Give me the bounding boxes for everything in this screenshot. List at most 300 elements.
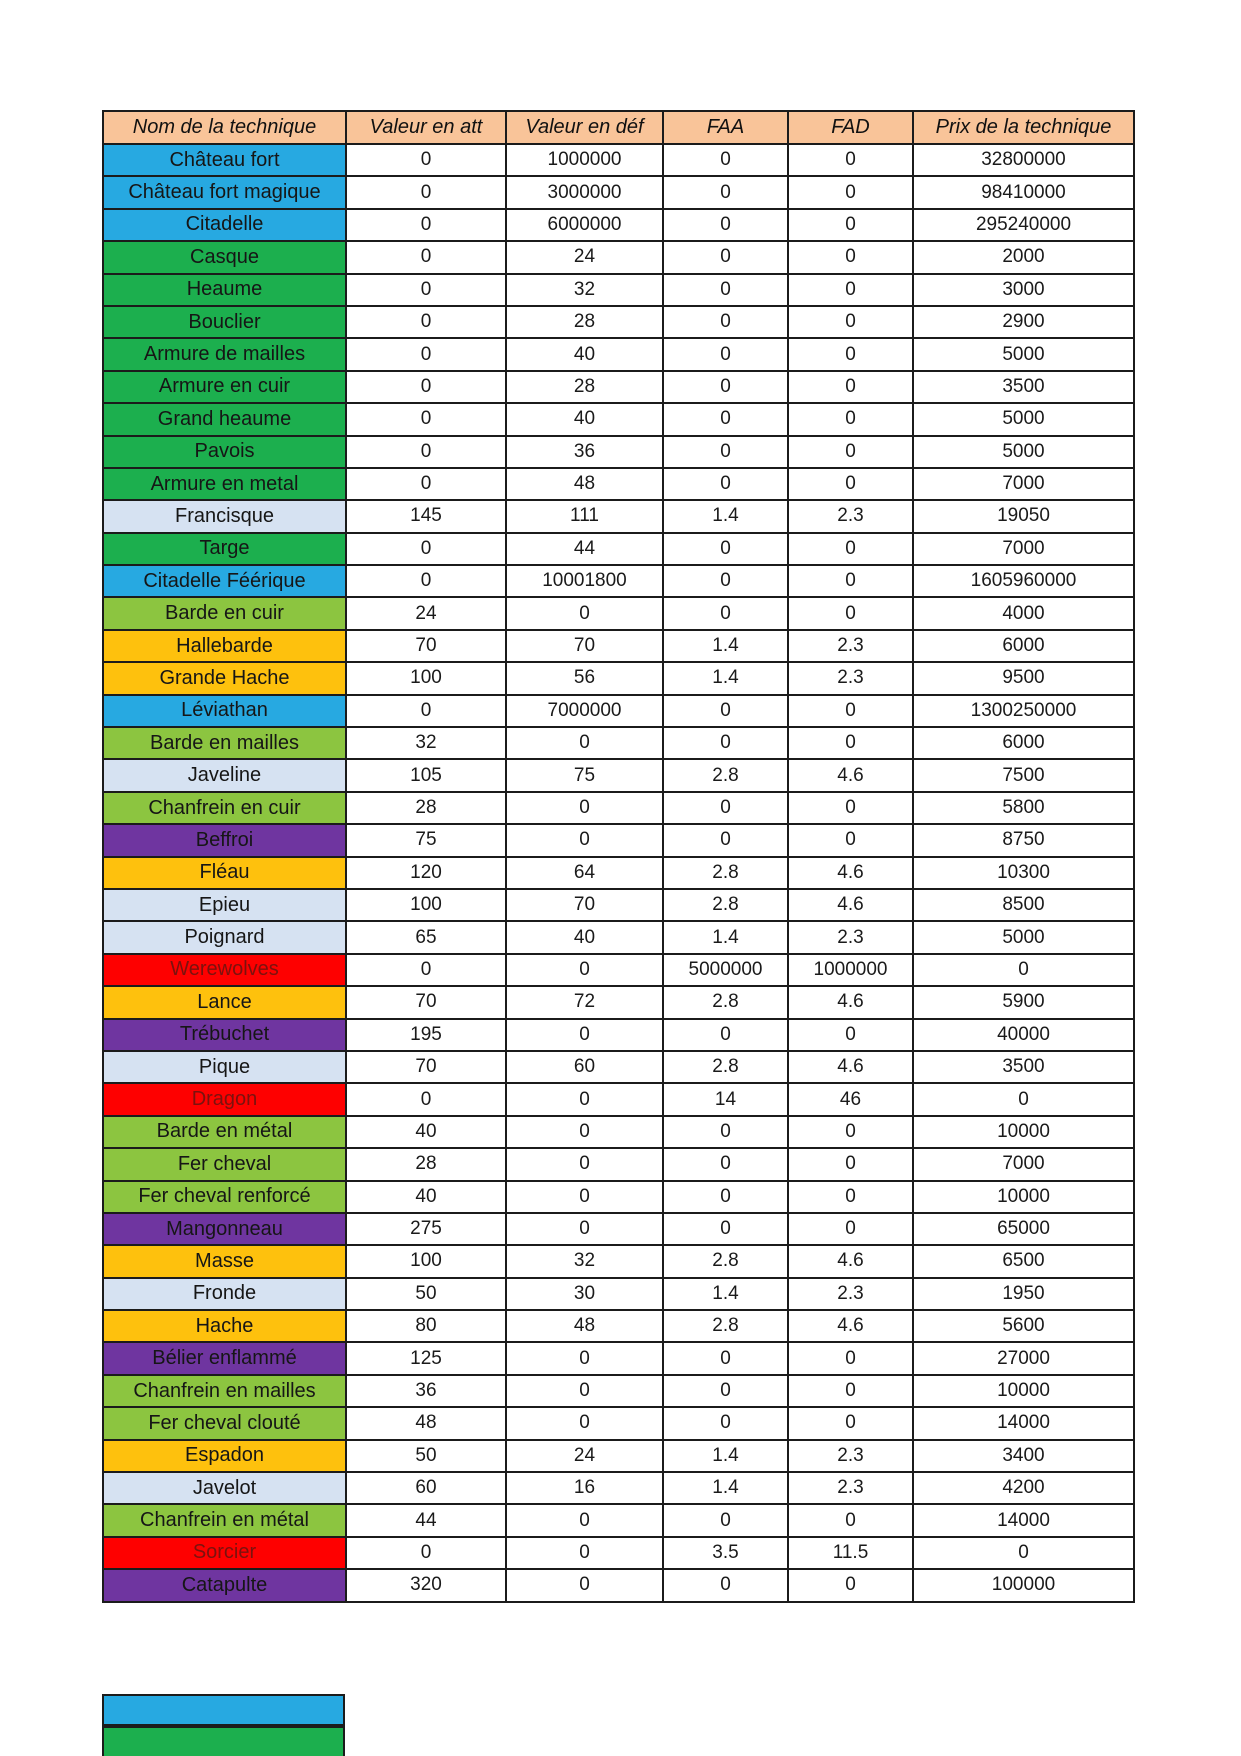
- value-cell-att: 0: [346, 176, 506, 208]
- technique-name-cell: Léviathan: [103, 695, 346, 727]
- table-row: [103, 597, 1134, 629]
- technique-name-cell: Dragon: [103, 1083, 346, 1115]
- value-cell-faa: 0: [663, 468, 788, 500]
- value-cell-prix: 10000: [913, 1116, 1134, 1148]
- value-cell-fad: 4.6: [788, 759, 913, 791]
- value-cell-prix: 6500: [913, 1245, 1134, 1277]
- value-cell-faa: 0: [663, 597, 788, 629]
- value-cell-prix: 40000: [913, 1019, 1134, 1051]
- value-cell-fad: 4.6: [788, 1051, 913, 1083]
- value-cell-def: 0: [506, 954, 663, 986]
- value-cell-prix: 3500: [913, 1051, 1134, 1083]
- table-row: [103, 1278, 1134, 1310]
- column-header-fad: FAD: [788, 111, 913, 144]
- value-cell-prix: 5800: [913, 792, 1134, 824]
- value-cell-fad: 11.5: [788, 1537, 913, 1569]
- value-cell-att: 0: [346, 954, 506, 986]
- value-cell-att: 0: [346, 338, 506, 370]
- value-cell-def: 0: [506, 792, 663, 824]
- value-cell-faa: 2.8: [663, 1245, 788, 1277]
- technique-name-cell: Heaume: [103, 274, 346, 306]
- table-row: [103, 630, 1134, 662]
- value-cell-def: 0: [506, 597, 663, 629]
- value-cell-att: 0: [346, 371, 506, 403]
- value-cell-def: 70: [506, 889, 663, 921]
- value-cell-prix: 9500: [913, 662, 1134, 694]
- value-cell-fad: 4.6: [788, 857, 913, 889]
- value-cell-faa: 0: [663, 241, 788, 273]
- value-cell-prix: 14000: [913, 1407, 1134, 1439]
- table-body: [103, 144, 1134, 1602]
- value-cell-att: 65: [346, 921, 506, 953]
- table-row: [103, 1375, 1134, 1407]
- table-row: [103, 1116, 1134, 1148]
- value-cell-fad: 0: [788, 792, 913, 824]
- value-cell-prix: 3500: [913, 371, 1134, 403]
- value-cell-prix: 32800000: [913, 144, 1134, 176]
- techniques-table: [102, 110, 1135, 1603]
- technique-name-cell: Pavois: [103, 436, 346, 468]
- value-cell-fad: 0: [788, 824, 913, 856]
- value-cell-faa: 0: [663, 1375, 788, 1407]
- value-cell-faa: 1.4: [663, 1278, 788, 1310]
- technique-name-cell: Francisque: [103, 500, 346, 532]
- table-row: [103, 274, 1134, 306]
- value-cell-att: 40: [346, 1116, 506, 1148]
- value-cell-faa: 0: [663, 1342, 788, 1374]
- value-cell-prix: 295240000: [913, 209, 1134, 241]
- value-cell-def: 36: [506, 436, 663, 468]
- value-cell-fad: 0: [788, 176, 913, 208]
- technique-name-cell: Grande Hache: [103, 662, 346, 694]
- value-cell-prix: 65000: [913, 1213, 1134, 1245]
- value-cell-att: 0: [346, 274, 506, 306]
- value-cell-faa: 0: [663, 792, 788, 824]
- technique-name-cell: Bélier enflammé: [103, 1342, 346, 1374]
- technique-name-cell: Poignard: [103, 921, 346, 953]
- value-cell-def: 0: [506, 824, 663, 856]
- table-row: [103, 727, 1134, 759]
- table-row: [103, 144, 1134, 176]
- technique-name-cell: Espadon: [103, 1440, 346, 1472]
- table-row: [103, 1537, 1134, 1569]
- value-cell-prix: 8500: [913, 889, 1134, 921]
- value-cell-fad: 0: [788, 1019, 913, 1051]
- value-cell-faa: 0: [663, 371, 788, 403]
- value-cell-faa: 14: [663, 1083, 788, 1115]
- value-cell-faa: 1.4: [663, 630, 788, 662]
- value-cell-fad: 1000000: [788, 954, 913, 986]
- value-cell-att: 0: [346, 1083, 506, 1115]
- table-row: [103, 1342, 1134, 1374]
- value-cell-fad: 0: [788, 241, 913, 273]
- value-cell-prix: 8750: [913, 824, 1134, 856]
- table-row: [103, 1148, 1134, 1180]
- table-row: [103, 792, 1134, 824]
- table-row: [103, 1472, 1134, 1504]
- value-cell-faa: 0: [663, 1569, 788, 1601]
- value-cell-def: 60: [506, 1051, 663, 1083]
- technique-name-cell: Citadelle Féérique: [103, 565, 346, 597]
- value-cell-faa: 1.4: [663, 921, 788, 953]
- value-cell-fad: 0: [788, 1407, 913, 1439]
- value-cell-att: 0: [346, 1537, 506, 1569]
- value-cell-att: 195: [346, 1019, 506, 1051]
- value-cell-def: 1000000: [506, 144, 663, 176]
- value-cell-att: 60: [346, 1472, 506, 1504]
- value-cell-att: 50: [346, 1278, 506, 1310]
- value-cell-def: 32: [506, 1245, 663, 1277]
- value-cell-fad: 0: [788, 274, 913, 306]
- value-cell-fad: 0: [788, 695, 913, 727]
- table-row: [103, 954, 1134, 986]
- table-row: [103, 1181, 1134, 1213]
- value-cell-faa: 2.8: [663, 889, 788, 921]
- value-cell-prix: 0: [913, 1083, 1134, 1115]
- value-cell-faa: 5000000: [663, 954, 788, 986]
- value-cell-def: 72: [506, 986, 663, 1018]
- value-cell-faa: 2.8: [663, 759, 788, 791]
- value-cell-prix: 5900: [913, 986, 1134, 1018]
- value-cell-def: 40: [506, 921, 663, 953]
- value-cell-fad: 0: [788, 436, 913, 468]
- technique-name-cell: Armure en metal: [103, 468, 346, 500]
- technique-name-cell: Château fort: [103, 144, 346, 176]
- value-cell-att: 28: [346, 1148, 506, 1180]
- value-cell-fad: 0: [788, 533, 913, 565]
- value-cell-fad: 0: [788, 1569, 913, 1601]
- value-cell-fad: 4.6: [788, 986, 913, 1018]
- value-cell-fad: 0: [788, 1148, 913, 1180]
- value-cell-prix: 5000: [913, 338, 1134, 370]
- value-cell-fad: 0: [788, 1504, 913, 1536]
- column-header-prix: Prix de la technique: [913, 111, 1134, 144]
- value-cell-def: 28: [506, 306, 663, 338]
- value-cell-fad: 0: [788, 209, 913, 241]
- value-cell-def: 56: [506, 662, 663, 694]
- value-cell-def: 70: [506, 630, 663, 662]
- table-row: [103, 921, 1134, 953]
- value-cell-fad: 0: [788, 1213, 913, 1245]
- value-cell-faa: 1.4: [663, 1472, 788, 1504]
- value-cell-fad: 4.6: [788, 889, 913, 921]
- technique-name-cell: Chanfrein en métal: [103, 1504, 346, 1536]
- value-cell-def: 0: [506, 1116, 663, 1148]
- value-cell-prix: 10300: [913, 857, 1134, 889]
- value-cell-att: 32: [346, 727, 506, 759]
- column-header-faa: FAA: [663, 111, 788, 144]
- value-cell-prix: 7500: [913, 759, 1134, 791]
- table-row: [103, 1051, 1134, 1083]
- value-cell-fad: 0: [788, 1181, 913, 1213]
- value-cell-faa: 2.8: [663, 1051, 788, 1083]
- value-cell-prix: 100000: [913, 1569, 1134, 1601]
- value-cell-faa: 2.8: [663, 857, 788, 889]
- value-cell-def: 48: [506, 1310, 663, 1342]
- value-cell-prix: 0: [913, 1537, 1134, 1569]
- value-cell-fad: 2.3: [788, 921, 913, 953]
- value-cell-fad: 4.6: [788, 1310, 913, 1342]
- value-cell-prix: 6000: [913, 630, 1134, 662]
- value-cell-prix: 2000: [913, 241, 1134, 273]
- value-cell-def: 40: [506, 338, 663, 370]
- technique-name-cell: Bouclier: [103, 306, 346, 338]
- technique-name-cell: Barde en mailles: [103, 727, 346, 759]
- value-cell-att: 80: [346, 1310, 506, 1342]
- technique-name-cell: Citadelle: [103, 209, 346, 241]
- value-cell-faa: 0: [663, 209, 788, 241]
- technique-name-cell: Barde en métal: [103, 1116, 346, 1148]
- table-row: [103, 889, 1134, 921]
- value-cell-def: 32: [506, 274, 663, 306]
- value-cell-prix: 19050: [913, 500, 1134, 532]
- value-cell-prix: 3400: [913, 1440, 1134, 1472]
- value-cell-def: 0: [506, 1342, 663, 1374]
- value-cell-def: 16: [506, 1472, 663, 1504]
- value-cell-faa: 0: [663, 1181, 788, 1213]
- value-cell-faa: 0: [663, 1504, 788, 1536]
- value-cell-def: 0: [506, 1569, 663, 1601]
- value-cell-att: 70: [346, 986, 506, 1018]
- value-cell-att: 40: [346, 1181, 506, 1213]
- technique-name-cell: Château fort magique: [103, 176, 346, 208]
- value-cell-def: 0: [506, 1148, 663, 1180]
- technique-name-cell: Pique: [103, 1051, 346, 1083]
- value-cell-def: 0: [506, 1181, 663, 1213]
- value-cell-def: 0: [506, 1537, 663, 1569]
- technique-name-cell: Fer cheval renforcé: [103, 1181, 346, 1213]
- value-cell-faa: 1.4: [663, 662, 788, 694]
- table-row: [103, 306, 1134, 338]
- value-cell-def: 24: [506, 1440, 663, 1472]
- value-cell-prix: 27000: [913, 1342, 1134, 1374]
- value-cell-def: 111: [506, 500, 663, 532]
- value-cell-prix: 5000: [913, 436, 1134, 468]
- table-row: [103, 857, 1134, 889]
- value-cell-faa: 0: [663, 403, 788, 435]
- value-cell-def: 0: [506, 1213, 663, 1245]
- table-row: [103, 468, 1134, 500]
- value-cell-def: 64: [506, 857, 663, 889]
- value-cell-prix: 5000: [913, 403, 1134, 435]
- value-cell-att: 100: [346, 662, 506, 694]
- technique-name-cell: Werewolves: [103, 954, 346, 986]
- technique-name-cell: Masse: [103, 1245, 346, 1277]
- value-cell-faa: 0: [663, 1213, 788, 1245]
- value-cell-att: 0: [346, 209, 506, 241]
- value-cell-fad: 0: [788, 1116, 913, 1148]
- value-cell-prix: 1605960000: [913, 565, 1134, 597]
- value-cell-faa: 0: [663, 695, 788, 727]
- table-row: [103, 176, 1134, 208]
- value-cell-fad: 0: [788, 468, 913, 500]
- technique-name-cell: Lance: [103, 986, 346, 1018]
- table-row: [103, 695, 1134, 727]
- technique-name-cell: Javelot: [103, 1472, 346, 1504]
- value-cell-def: 48: [506, 468, 663, 500]
- value-cell-def: 40: [506, 403, 663, 435]
- value-cell-att: 0: [346, 695, 506, 727]
- value-cell-fad: 0: [788, 565, 913, 597]
- value-cell-faa: 0: [663, 1019, 788, 1051]
- table-row: [103, 1083, 1134, 1115]
- technique-name-cell: Hallebarde: [103, 630, 346, 662]
- value-cell-fad: 46: [788, 1083, 913, 1115]
- technique-name-cell: Fronde: [103, 1278, 346, 1310]
- table-row: [103, 1504, 1134, 1536]
- value-cell-fad: 0: [788, 306, 913, 338]
- table-row: [103, 1407, 1134, 1439]
- technique-name-cell: Armure en cuir: [103, 371, 346, 403]
- legend-bar-blue: [102, 1694, 345, 1726]
- table-row: [103, 565, 1134, 597]
- technique-name-cell: Fléau: [103, 857, 346, 889]
- value-cell-prix: 3000: [913, 274, 1134, 306]
- technique-name-cell: Javeline: [103, 759, 346, 791]
- table-row: [103, 662, 1134, 694]
- value-cell-att: 75: [346, 824, 506, 856]
- value-cell-faa: 0: [663, 1407, 788, 1439]
- technique-name-cell: Chanfrein en cuir: [103, 792, 346, 824]
- table-row: [103, 500, 1134, 532]
- value-cell-att: 28: [346, 792, 506, 824]
- value-cell-att: 0: [346, 306, 506, 338]
- technique-name-cell: Armure de mailles: [103, 338, 346, 370]
- value-cell-att: 0: [346, 565, 506, 597]
- table-row: [103, 1569, 1134, 1601]
- value-cell-prix: 0: [913, 954, 1134, 986]
- value-cell-att: 70: [346, 630, 506, 662]
- technique-name-cell: Grand heaume: [103, 403, 346, 435]
- value-cell-faa: 0: [663, 306, 788, 338]
- value-cell-att: 0: [346, 241, 506, 273]
- value-cell-fad: 0: [788, 338, 913, 370]
- value-cell-prix: 7000: [913, 533, 1134, 565]
- value-cell-att: 0: [346, 403, 506, 435]
- value-cell-def: 3000000: [506, 176, 663, 208]
- table-row: [103, 209, 1134, 241]
- value-cell-fad: 0: [788, 727, 913, 759]
- technique-name-cell: Targe: [103, 533, 346, 565]
- table-row: [103, 403, 1134, 435]
- value-cell-prix: 7000: [913, 1148, 1134, 1180]
- value-cell-att: 50: [346, 1440, 506, 1472]
- value-cell-faa: 3.5: [663, 1537, 788, 1569]
- value-cell-def: 0: [506, 727, 663, 759]
- value-cell-att: 48: [346, 1407, 506, 1439]
- value-cell-faa: 0: [663, 274, 788, 306]
- table-row: [103, 371, 1134, 403]
- value-cell-faa: 0: [663, 176, 788, 208]
- table-row: [103, 241, 1134, 273]
- technique-name-cell: Sorcier: [103, 1537, 346, 1569]
- value-cell-faa: 2.8: [663, 986, 788, 1018]
- value-cell-prix: 7000: [913, 468, 1134, 500]
- value-cell-fad: 0: [788, 371, 913, 403]
- value-cell-def: 28: [506, 371, 663, 403]
- value-cell-faa: 0: [663, 824, 788, 856]
- table-row: [103, 1019, 1134, 1051]
- value-cell-def: 24: [506, 241, 663, 273]
- value-cell-att: 0: [346, 144, 506, 176]
- value-cell-fad: 2.3: [788, 500, 913, 532]
- value-cell-def: 75: [506, 759, 663, 791]
- legend-bar-green: [102, 1726, 345, 1756]
- value-cell-def: 0: [506, 1083, 663, 1115]
- value-cell-prix: 1300250000: [913, 695, 1134, 727]
- value-cell-prix: 14000: [913, 1504, 1134, 1536]
- table-row: [103, 436, 1134, 468]
- value-cell-def: 0: [506, 1407, 663, 1439]
- value-cell-fad: 4.6: [788, 1245, 913, 1277]
- table-row: [103, 338, 1134, 370]
- technique-name-cell: Epieu: [103, 889, 346, 921]
- value-cell-faa: 1.4: [663, 1440, 788, 1472]
- value-cell-def: 44: [506, 533, 663, 565]
- technique-name-cell: Casque: [103, 241, 346, 273]
- technique-name-cell: Trébuchet: [103, 1019, 346, 1051]
- value-cell-prix: 10000: [913, 1181, 1134, 1213]
- table-row: [103, 759, 1134, 791]
- value-cell-faa: 0: [663, 144, 788, 176]
- value-cell-def: 0: [506, 1019, 663, 1051]
- value-cell-def: 0: [506, 1504, 663, 1536]
- value-cell-fad: 2.3: [788, 1278, 913, 1310]
- value-cell-fad: 0: [788, 144, 913, 176]
- value-cell-faa: 0: [663, 338, 788, 370]
- value-cell-att: 36: [346, 1375, 506, 1407]
- value-cell-faa: 0: [663, 1116, 788, 1148]
- value-cell-faa: 0: [663, 436, 788, 468]
- technique-name-cell: Mangonneau: [103, 1213, 346, 1245]
- header-row: [103, 111, 1134, 144]
- value-cell-faa: 2.8: [663, 1310, 788, 1342]
- value-cell-fad: 0: [788, 403, 913, 435]
- value-cell-fad: 0: [788, 1342, 913, 1374]
- value-cell-def: 10001800: [506, 565, 663, 597]
- value-cell-prix: 6000: [913, 727, 1134, 759]
- table-row: [103, 986, 1134, 1018]
- value-cell-prix: 5000: [913, 921, 1134, 953]
- value-cell-fad: 2.3: [788, 1440, 913, 1472]
- value-cell-att: 105: [346, 759, 506, 791]
- column-header-name: Nom de la technique: [103, 111, 346, 144]
- value-cell-prix: 1950: [913, 1278, 1134, 1310]
- value-cell-att: 100: [346, 889, 506, 921]
- value-cell-prix: 2900: [913, 306, 1134, 338]
- value-cell-att: 0: [346, 436, 506, 468]
- value-cell-att: 24: [346, 597, 506, 629]
- technique-name-cell: Beffroi: [103, 824, 346, 856]
- value-cell-att: 275: [346, 1213, 506, 1245]
- value-cell-att: 120: [346, 857, 506, 889]
- technique-name-cell: Fer cheval: [103, 1148, 346, 1180]
- value-cell-def: 0: [506, 1375, 663, 1407]
- column-header-def: Valeur en déf: [506, 111, 663, 144]
- value-cell-att: 320: [346, 1569, 506, 1601]
- technique-name-cell: Chanfrein en mailles: [103, 1375, 346, 1407]
- value-cell-faa: 0: [663, 533, 788, 565]
- value-cell-att: 44: [346, 1504, 506, 1536]
- value-cell-prix: 98410000: [913, 176, 1134, 208]
- value-cell-fad: 2.3: [788, 630, 913, 662]
- value-cell-att: 0: [346, 533, 506, 565]
- technique-name-cell: Barde en cuir: [103, 597, 346, 629]
- value-cell-att: 100: [346, 1245, 506, 1277]
- table-row: [103, 1310, 1134, 1342]
- table-header: [103, 111, 1134, 144]
- table-row: [103, 1440, 1134, 1472]
